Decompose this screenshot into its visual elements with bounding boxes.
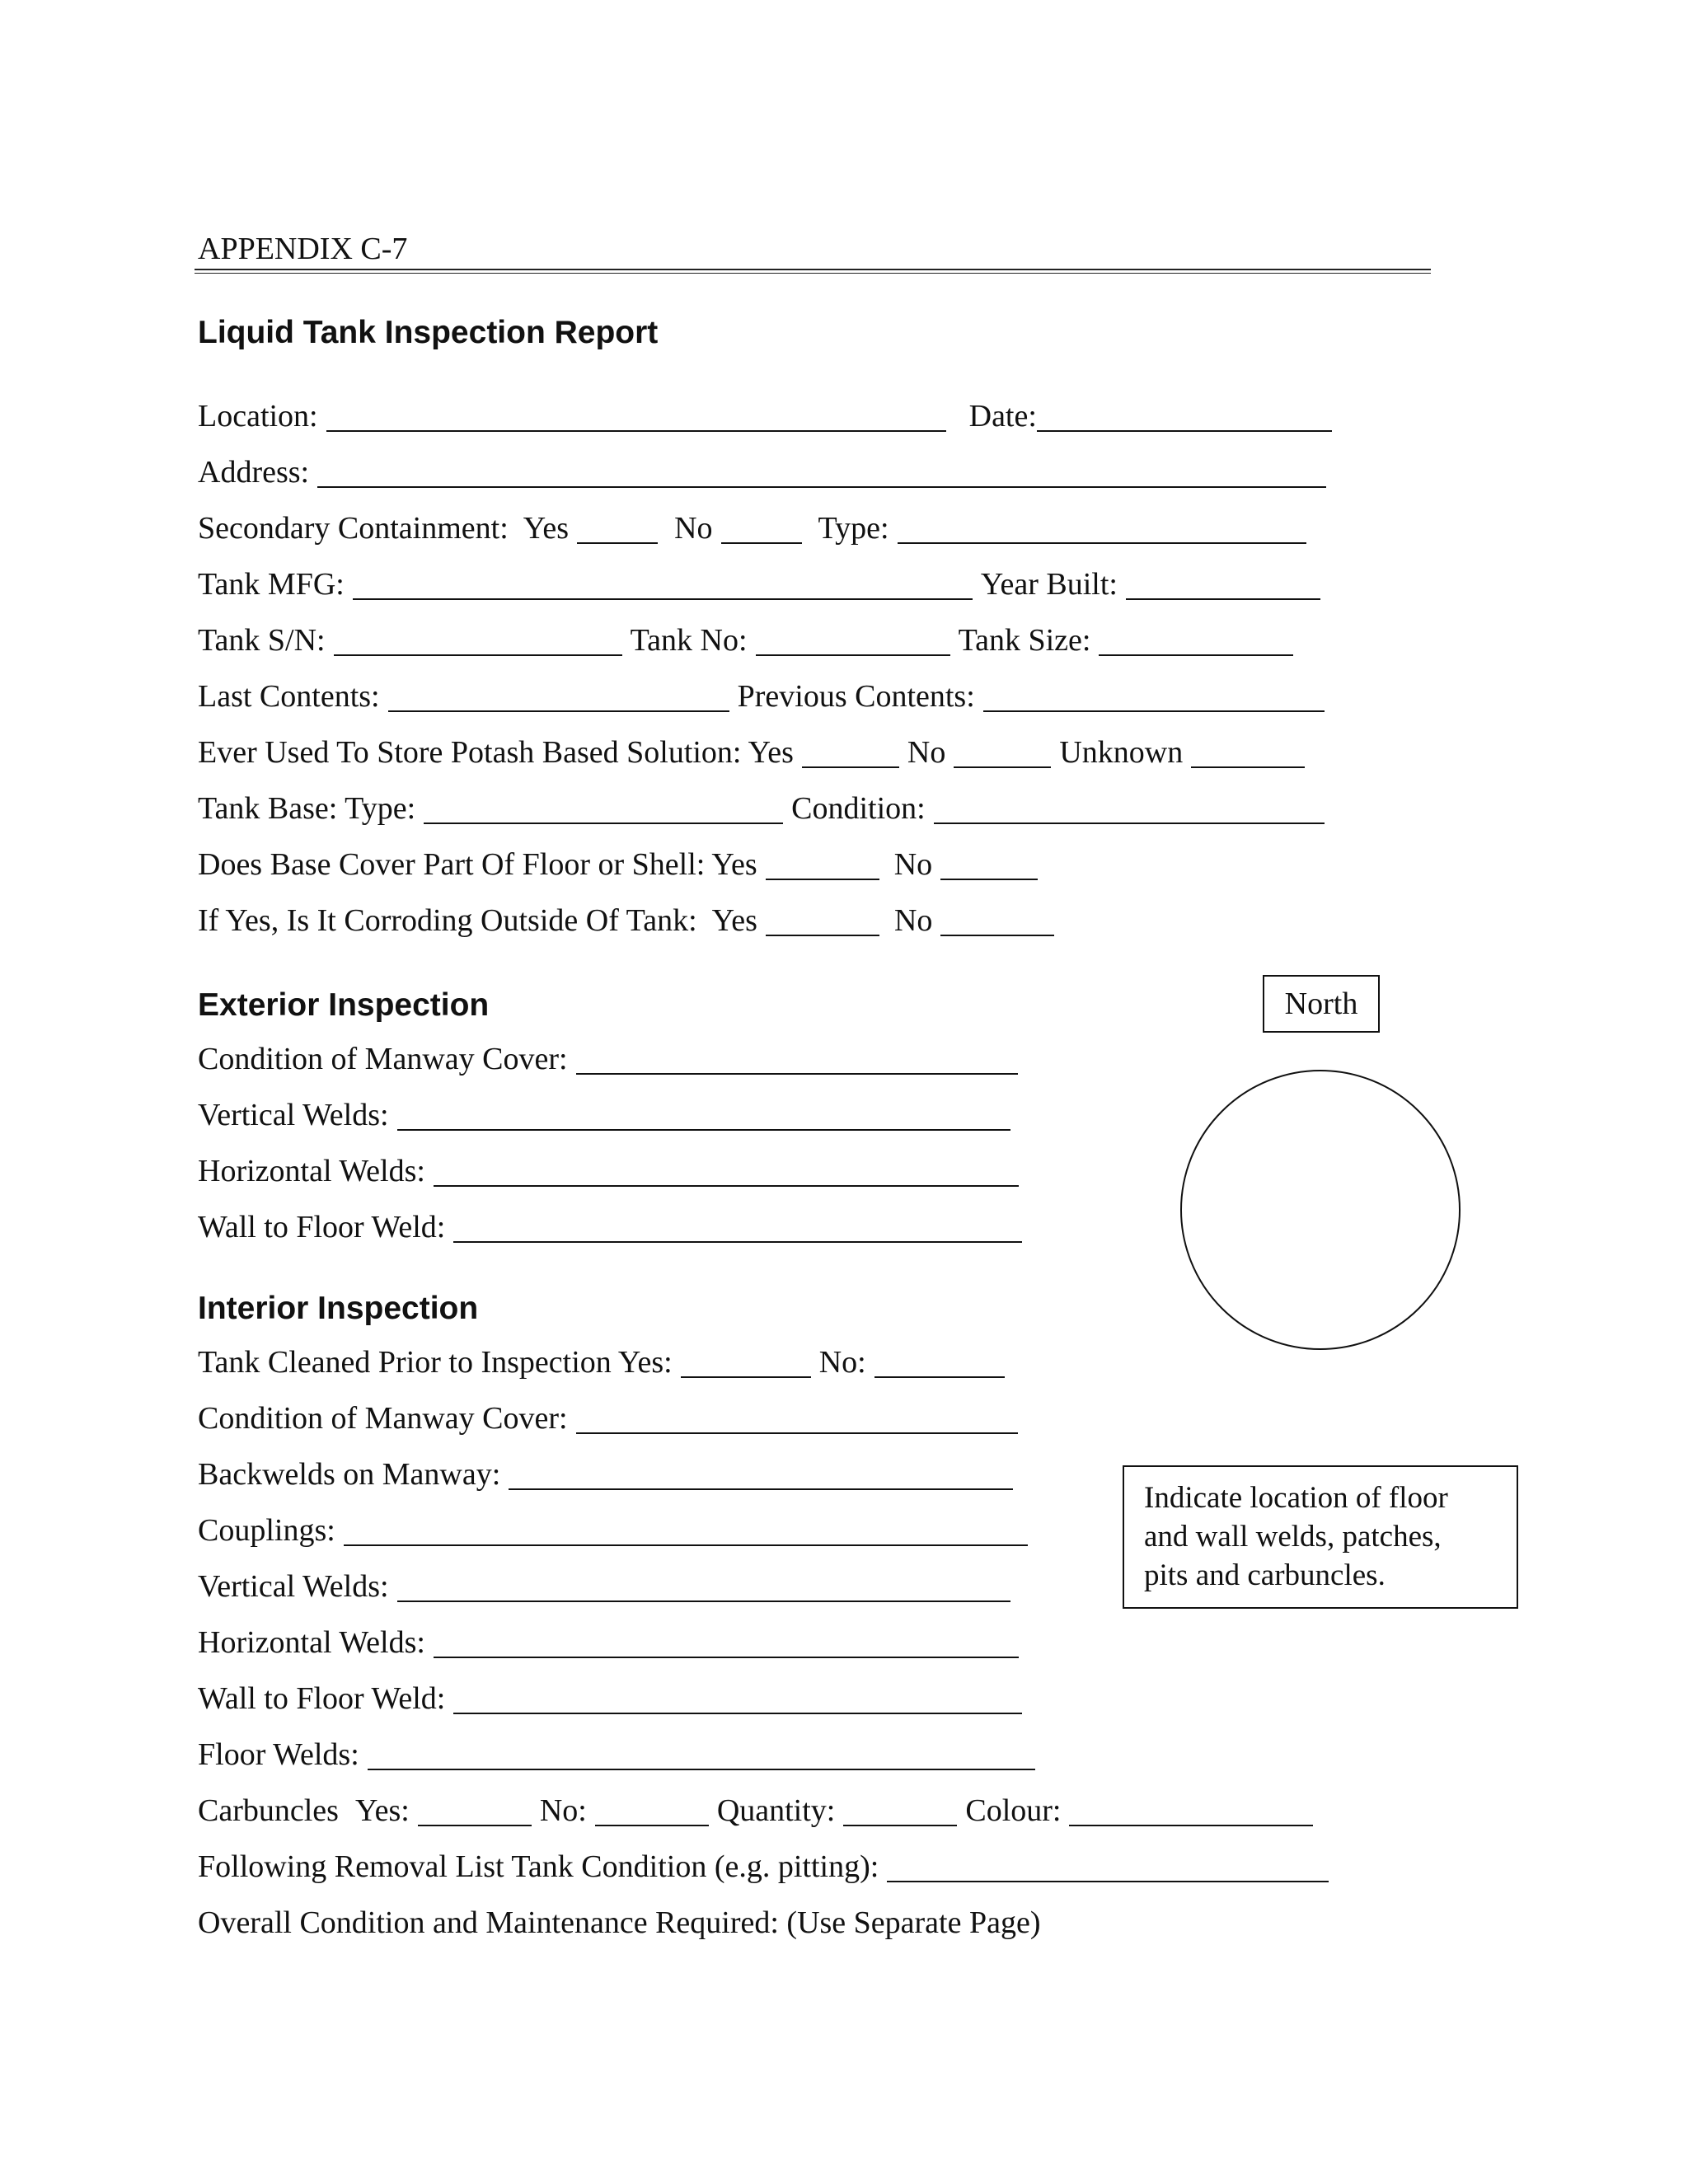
int-manway-label: Condition of Manway Cover: bbox=[198, 1401, 568, 1436]
base-cover-yes-field[interactable] bbox=[766, 846, 879, 880]
tank-base-type-field[interactable] bbox=[424, 790, 783, 824]
ext-manway-row bbox=[198, 1035, 1026, 1078]
year-built-label: Year Built: bbox=[980, 567, 1118, 602]
int-backwelds-row bbox=[198, 1451, 1021, 1493]
int-floor-welds-row bbox=[198, 1731, 1043, 1774]
int-vertical-label: Vertical Welds: bbox=[198, 1569, 389, 1604]
secondary-containment-label: Secondary Containment: bbox=[198, 511, 509, 546]
previous-contents-field[interactable] bbox=[983, 677, 1325, 712]
int-carbuncles-no-field[interactable] bbox=[595, 1792, 709, 1826]
base-cover-label: Does Base Cover Part Of Floor or Shell: Yes bbox=[198, 847, 757, 882]
ext-horizontal-label: Horizontal Welds: bbox=[198, 1154, 425, 1188]
int-manway-field[interactable] bbox=[576, 1399, 1018, 1434]
potash-unknown-field[interactable] bbox=[1191, 733, 1305, 768]
date-field[interactable] bbox=[1037, 397, 1332, 432]
base-cover-no-field[interactable] bbox=[940, 846, 1038, 880]
int-cleaned-label: Tank Cleaned Prior to Inspection Yes: bbox=[198, 1345, 673, 1380]
appendix-label: APPENDIX C-7 bbox=[198, 232, 408, 266]
tank-mfg-label: Tank MFG: bbox=[198, 567, 345, 602]
ext-wall-floor-row bbox=[198, 1203, 1030, 1246]
address-row bbox=[198, 448, 1334, 491]
address-label: Address: bbox=[198, 455, 310, 490]
interior-heading: Interior Inspection bbox=[198, 1291, 479, 1326]
last-contents-field[interactable] bbox=[388, 677, 729, 712]
secondary-no-field[interactable] bbox=[721, 509, 802, 544]
corroding-no-label: No bbox=[893, 903, 933, 938]
int-horizontal-label: Horizontal Welds: bbox=[198, 1625, 425, 1660]
secondary-type-label: Type: bbox=[818, 511, 889, 546]
base-cover-no-label: No bbox=[893, 847, 933, 882]
int-wall-floor-label: Wall to Floor Weld: bbox=[198, 1681, 446, 1716]
potash-yes-field[interactable] bbox=[802, 733, 899, 768]
corroding-row bbox=[198, 897, 1062, 940]
tank-mfg-field[interactable] bbox=[353, 565, 973, 600]
int-couplings-field[interactable] bbox=[344, 1511, 1028, 1546]
note-line-2: and wall welds, patches, bbox=[1144, 1520, 1442, 1554]
secondary-no-label: No bbox=[674, 511, 713, 546]
tank-no-label: Tank No: bbox=[630, 623, 748, 658]
tank-diagram-circle[interactable] bbox=[1180, 1070, 1461, 1350]
int-horizontal-field[interactable] bbox=[434, 1624, 1019, 1658]
previous-contents-label: Previous Contents: bbox=[737, 679, 975, 714]
int-overall-label: Overall Condition and Maintenance Required: (Use Separate Page) bbox=[198, 1905, 1041, 1940]
int-backwelds-label: Backwelds on Manway: bbox=[198, 1457, 501, 1492]
north-label-box bbox=[1263, 975, 1380, 1033]
int-horizontal-row bbox=[198, 1619, 1027, 1661]
int-backwelds-field[interactable] bbox=[509, 1455, 1013, 1490]
secondary-type-field[interactable] bbox=[898, 509, 1306, 544]
ext-horizontal-row bbox=[198, 1147, 1027, 1190]
year-built-field[interactable] bbox=[1126, 565, 1320, 600]
ext-wall-floor-label: Wall to Floor Weld: bbox=[198, 1210, 446, 1244]
int-removal-field[interactable] bbox=[887, 1848, 1329, 1882]
corroding-yes-label: Yes bbox=[711, 903, 757, 938]
tank-base-row bbox=[198, 785, 1333, 827]
date-label: Date: bbox=[968, 399, 1037, 434]
location-label: Location: bbox=[198, 399, 318, 434]
potash-unknown-label: Unknown bbox=[1059, 735, 1184, 770]
corroding-label: If Yes, Is It Corroding Outside Of Tank: bbox=[198, 903, 697, 938]
int-couplings-label: Couplings: bbox=[198, 1513, 335, 1548]
address-field[interactable] bbox=[317, 453, 1326, 488]
contents-row bbox=[198, 673, 1333, 715]
int-removal-row bbox=[198, 1843, 1337, 1886]
exterior-heading: Exterior Inspection bbox=[198, 987, 490, 1023]
int-carbuncles-yes-label: Yes: bbox=[354, 1793, 410, 1828]
int-carbuncles-label: Carbuncles bbox=[198, 1793, 339, 1828]
location-row bbox=[198, 392, 1340, 435]
int-colour-field[interactable] bbox=[1069, 1792, 1313, 1826]
int-carbuncles-row bbox=[198, 1787, 1321, 1830]
tank-sn-label: Tank S/N: bbox=[198, 623, 326, 658]
potash-no-field[interactable] bbox=[954, 733, 1051, 768]
int-quantity-field[interactable] bbox=[843, 1792, 957, 1826]
int-vertical-field[interactable] bbox=[397, 1568, 1010, 1602]
ext-manway-label: Condition of Manway Cover: bbox=[198, 1042, 568, 1076]
ext-wall-floor-field[interactable] bbox=[453, 1208, 1022, 1243]
int-floor-welds-label: Floor Welds: bbox=[198, 1737, 359, 1772]
ext-manway-field[interactable] bbox=[576, 1040, 1018, 1075]
tank-base-condition-field[interactable] bbox=[934, 790, 1325, 824]
corroding-no-field[interactable] bbox=[940, 902, 1054, 936]
secondary-yes-label: Yes bbox=[523, 511, 570, 546]
header-rule bbox=[195, 269, 1431, 274]
ext-vertical-row bbox=[198, 1091, 1019, 1134]
tank-size-label: Tank Size: bbox=[958, 623, 1091, 658]
potash-label: Ever Used To Store Potash Based Solution: Yes bbox=[198, 735, 794, 770]
diagram-instructions-box bbox=[1123, 1465, 1518, 1609]
ext-vertical-label: Vertical Welds: bbox=[198, 1098, 389, 1132]
note-line-1: Indicate location of floor bbox=[1144, 1481, 1448, 1515]
int-cleaned-no-field[interactable] bbox=[874, 1343, 1005, 1378]
int-floor-welds-field[interactable] bbox=[368, 1736, 1035, 1770]
int-carbuncles-yes-field[interactable] bbox=[418, 1792, 532, 1826]
int-wall-floor-field[interactable] bbox=[453, 1680, 1022, 1714]
int-cleaned-yes-field[interactable] bbox=[681, 1343, 811, 1378]
int-removal-label: Following Removal List Tank Condition (e.g. pitting): bbox=[198, 1849, 879, 1884]
int-manway-row bbox=[198, 1394, 1026, 1437]
secondary-containment-row bbox=[198, 504, 1315, 547]
tank-no-field[interactable] bbox=[756, 621, 950, 656]
secondary-yes-field[interactable] bbox=[577, 509, 658, 544]
ext-horizontal-field[interactable] bbox=[434, 1152, 1019, 1187]
int-overall-row bbox=[198, 1899, 1041, 1942]
int-cleaned-row bbox=[198, 1338, 1013, 1381]
int-vertical-row bbox=[198, 1563, 1019, 1605]
tank-base-type-label: Tank Base: Type: bbox=[198, 791, 416, 826]
potash-row bbox=[198, 729, 1313, 771]
tank-base-condition-label: Condition: bbox=[791, 791, 926, 826]
tank-size-field[interactable] bbox=[1099, 621, 1293, 656]
potash-no-label: No bbox=[907, 735, 946, 770]
location-field[interactable] bbox=[326, 397, 946, 432]
north-label: North bbox=[1284, 987, 1358, 1021]
int-cleaned-no-label: No: bbox=[818, 1345, 866, 1380]
tank-mfg-row bbox=[198, 560, 1329, 603]
int-couplings-row bbox=[198, 1507, 1036, 1549]
int-colour-label: Colour: bbox=[965, 1793, 1062, 1828]
tank-sn-row bbox=[198, 616, 1301, 659]
page-title: Liquid Tank Inspection Report bbox=[198, 315, 659, 350]
corroding-yes-field[interactable] bbox=[766, 902, 879, 936]
base-cover-row bbox=[198, 841, 1046, 883]
note-line-3: pits and carbuncles. bbox=[1144, 1558, 1386, 1592]
int-wall-floor-row bbox=[198, 1675, 1030, 1718]
last-contents-label: Last Contents: bbox=[198, 679, 380, 714]
int-carbuncles-no-label: No: bbox=[539, 1793, 587, 1828]
int-quantity-label: Quantity: bbox=[716, 1793, 836, 1828]
ext-vertical-field[interactable] bbox=[397, 1096, 1010, 1131]
tank-sn-field[interactable] bbox=[334, 621, 622, 656]
